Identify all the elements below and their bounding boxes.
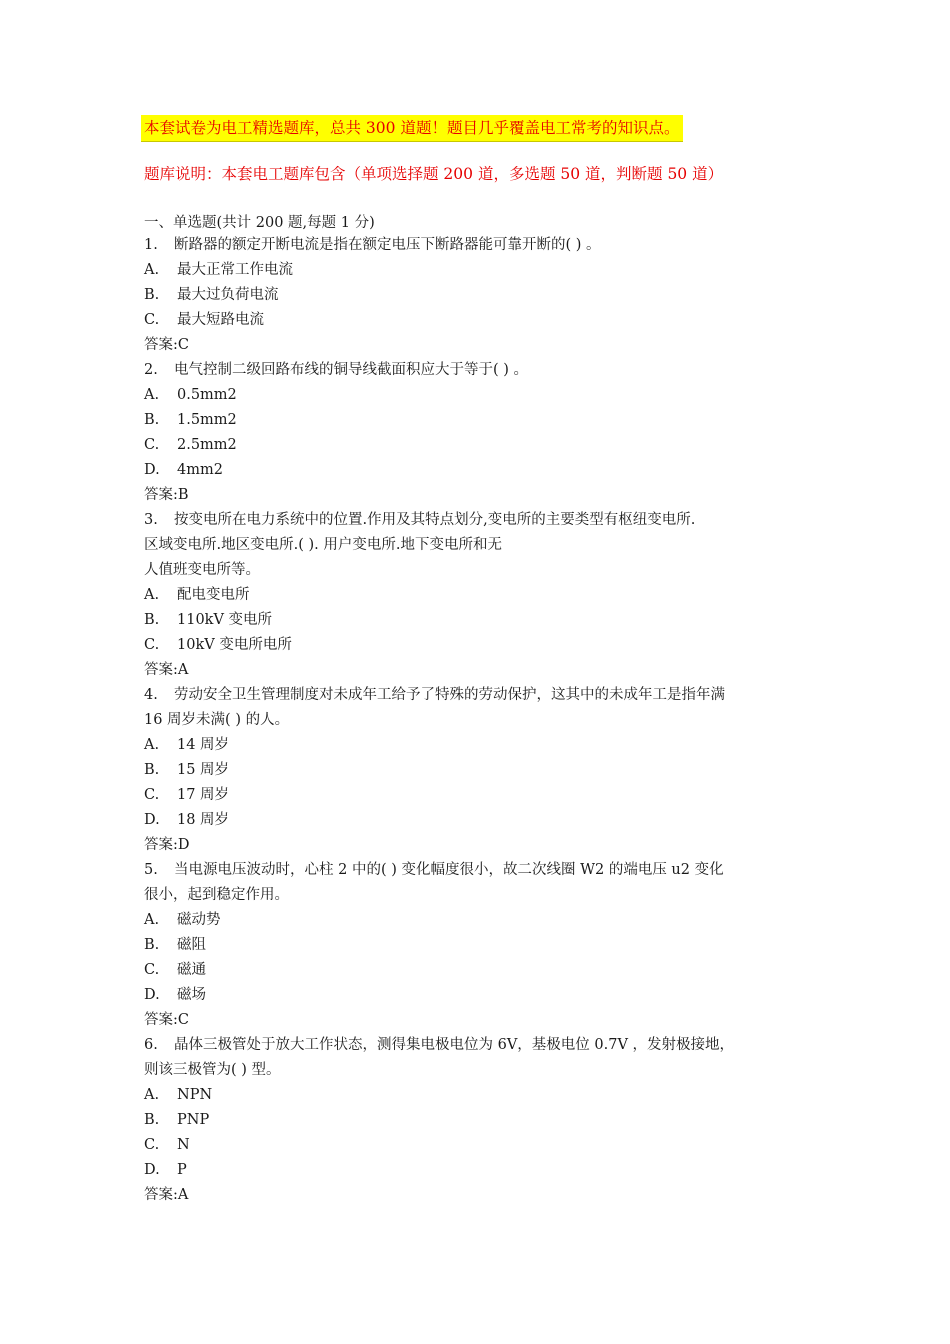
question-text: 电气控制二级回路布线的铜导线截面积应大于等于( ) 。: [174, 362, 529, 378]
question-stem: [144, 1033, 824, 1058]
question-item: [144, 683, 824, 858]
option-text: 10kV 变电所电所: [177, 637, 292, 653]
question-stem-continued: [144, 558, 824, 583]
question-text: 则该三极管为( ) 型。: [144, 1062, 281, 1078]
option-text: N: [177, 1137, 190, 1153]
question-stem: [144, 358, 824, 383]
answer-option: [144, 583, 824, 608]
answer-option: [144, 258, 824, 283]
question-item: [144, 858, 824, 1033]
option-letter: D.: [144, 1162, 160, 1178]
question-number: 1.: [144, 237, 158, 253]
answer-key: 答案:B: [144, 487, 189, 503]
question-stem: [144, 233, 824, 258]
option-text: 最大正常工作电流: [177, 262, 293, 278]
option-text: NPN: [177, 1087, 213, 1103]
option-letter: D.: [144, 462, 160, 478]
option-letter: C.: [144, 437, 160, 453]
option-letter: C.: [144, 312, 160, 328]
answer-option: [144, 608, 824, 633]
option-text: 4mm2: [177, 462, 223, 478]
question-item: [144, 1033, 824, 1208]
question-stem-continued: [144, 533, 824, 558]
option-letter: C.: [144, 962, 160, 978]
question-text: 劳动安全卫生管理制度对未成年工给予了特殊的劳动保护，这其中的未成年工是指年满: [174, 687, 725, 703]
answer-option: [144, 458, 824, 483]
answer-key: 答案:D: [144, 837, 190, 853]
answer-option: [144, 783, 824, 808]
question-text: 16 周岁未满( ) 的人。: [144, 712, 290, 728]
option-letter: A.: [144, 1087, 160, 1103]
question-text: 晶体三极管处于放大工作状态，测得集电极电位为 6V，基极电位 0.7V ，发射极接地，: [174, 1037, 735, 1053]
option-letter: B.: [144, 612, 160, 628]
option-text: 110kV 变电所: [177, 612, 273, 628]
option-text: P: [177, 1162, 187, 1178]
option-text: 2.5mm2: [177, 437, 237, 453]
option-letter: D.: [144, 987, 160, 1003]
option-text: 14 周岁: [177, 737, 230, 753]
option-letter: A.: [144, 912, 160, 928]
question-number: 2.: [144, 362, 158, 378]
question-number: 4.: [144, 687, 158, 703]
bank-description: 题库说明：本套电工题库包含（单项选择题 200 道，多选题 50 道，判断题 50 道）: [144, 165, 724, 183]
question-text: 当电源电压波动时，心柱 2 中的( ) 变化幅度很小，故二次线圈 W2 的端电压 u2 变化: [174, 862, 724, 878]
answer-key: 答案:A: [144, 662, 189, 678]
answer-option: [144, 908, 824, 933]
option-text: 1.5mm2: [177, 412, 237, 428]
question-stem: [144, 683, 824, 708]
question-item: [144, 358, 824, 508]
option-letter: C.: [144, 1137, 160, 1153]
answer-option: [144, 1083, 824, 1108]
answer-option: [144, 1108, 824, 1133]
question-item: [144, 233, 824, 358]
option-letter: A.: [144, 737, 160, 753]
answer-option: [144, 308, 824, 333]
answer-option: [144, 1158, 824, 1183]
option-text: 磁阻: [177, 937, 206, 953]
answer-option: [144, 633, 824, 658]
option-letter: B.: [144, 937, 160, 953]
option-letter: A.: [144, 587, 160, 603]
question-stem-continued: [144, 1058, 824, 1083]
option-text: 18 周岁: [177, 812, 230, 828]
section-title: 一、单选题(共计 200 题,每题 1 分): [144, 215, 375, 231]
option-letter: C.: [144, 787, 160, 803]
question-number: 6.: [144, 1037, 158, 1053]
question-text: 区域变电所.地区变电所.( ). 用户变电所.地下变电所和无: [144, 537, 502, 553]
answer-key: 答案:C: [144, 1012, 189, 1028]
question-stem-continued: [144, 883, 824, 908]
question-item: [144, 508, 824, 683]
answer-option: [144, 933, 824, 958]
answer-option: [144, 758, 824, 783]
question-number: 3.: [144, 512, 158, 528]
option-text: 0.5mm2: [177, 387, 237, 403]
answer-option: [144, 983, 824, 1008]
option-letter: D.: [144, 812, 160, 828]
option-letter: B.: [144, 412, 160, 428]
answer-option: [144, 408, 824, 433]
answer-option: [144, 283, 824, 308]
answer-option: [144, 733, 824, 758]
question-number: 5.: [144, 862, 158, 878]
option-letter: C.: [144, 637, 160, 653]
question-list: [144, 233, 824, 1208]
document-page: [144, 115, 824, 1208]
question-text: 很小，起到稳定作用。: [144, 887, 289, 903]
option-text: 磁动势: [177, 912, 221, 928]
intro-banner: 本套试卷为电工精选题库，总共 300 道题！题目几乎覆盖电工常考的知识点。: [141, 115, 683, 142]
option-text: 17 周岁: [177, 787, 230, 803]
option-letter: B.: [144, 287, 160, 303]
answer-option: [144, 383, 824, 408]
option-letter: A.: [144, 262, 160, 278]
option-text: 配电变电所: [177, 587, 250, 603]
answer-key: 答案:A: [144, 1187, 189, 1203]
answer-option: [144, 433, 824, 458]
question-stem-continued: [144, 708, 824, 733]
question-text: 断路器的额定开断电流是指在额定电压下断路器能可靠开断的( ) 。: [174, 237, 601, 253]
answer-key: 答案:C: [144, 337, 189, 353]
option-text: 最大过负荷电流: [177, 287, 279, 303]
option-letter: B.: [144, 762, 160, 778]
option-letter: B.: [144, 1112, 160, 1128]
question-stem: [144, 508, 824, 533]
option-text: 15 周岁: [177, 762, 230, 778]
option-text: 磁通: [177, 962, 206, 978]
option-letter: A.: [144, 387, 160, 403]
option-text: 最大短路电流: [177, 312, 264, 328]
option-text: 磁场: [177, 987, 206, 1003]
question-stem: [144, 858, 824, 883]
question-text: 按变电所在电力系统中的位置.作用及其特点划分,变电所的主要类型有枢纽变电所.: [174, 512, 696, 528]
answer-option: [144, 1133, 824, 1158]
answer-option: [144, 808, 824, 833]
option-text: PNP: [177, 1112, 210, 1128]
answer-option: [144, 958, 824, 983]
question-text: 人值班变电所等。: [144, 562, 260, 578]
